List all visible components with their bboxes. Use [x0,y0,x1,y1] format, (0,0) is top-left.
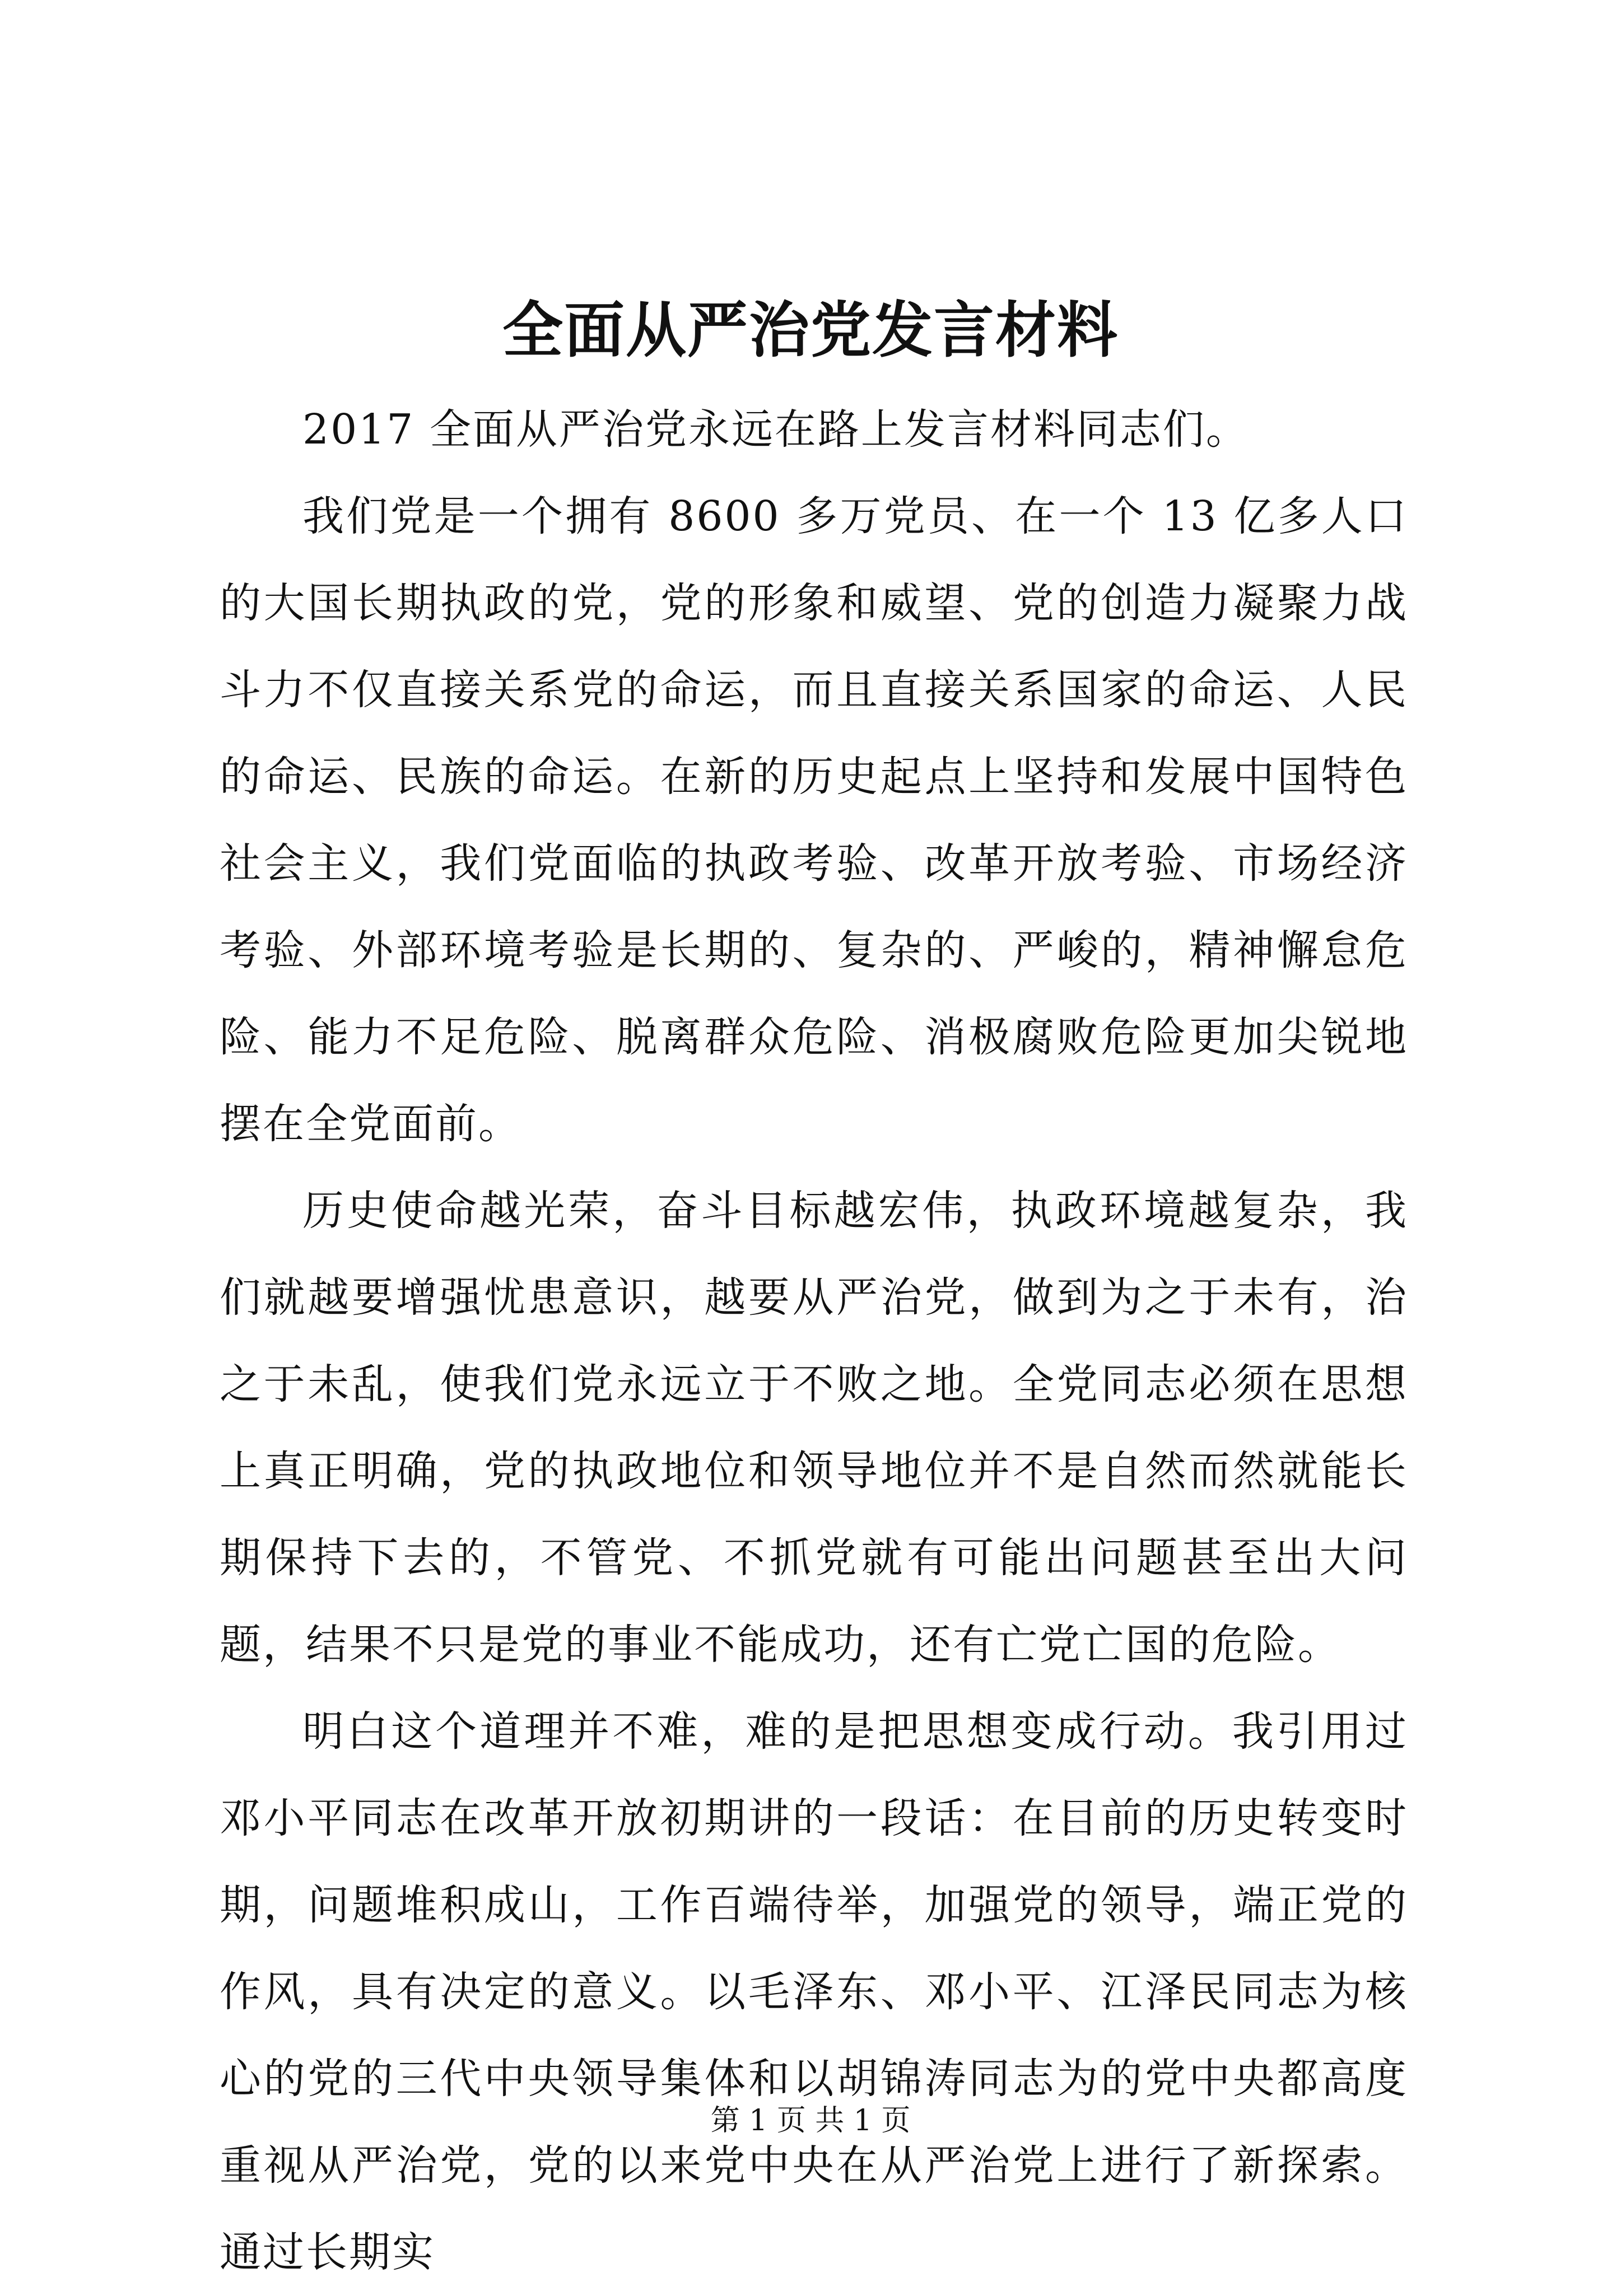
document-title: 全面从严治党发言材料 [502,295,1119,366]
paragraph-2: 我们党是一个拥有 8600 多万党员、在一个 13 亿多人口的大国长期执政的党，党的形象和威望、党的创造力凝聚力战斗力不仅直接关系党的命运，而且直接关系国家的命运、人民的命运、民族的命运。在新的历史起点上坚持和发展中国特色社会主义，我们党面临的执政考验、改革开放考验、市场经济考验、外部环境考验是长期的、复杂的、严峻的，精神懈怠危险、能力不足危险、脱离群众危险、消极腐败危险更加尖锐地摆在全党面前。 [220,492,1408,1148]
paragraph-4: 明白这个道理并不难，难的是把思想变成行动。我引用过邓小平同志在改革开放初期讲的一段话：在目前的历史转变时期，问题堆积成山，工作百端待举，加强党的领导，端正党的作风，具有决定的意义。以毛泽东、邓小平、江泽民同志为核心的党的三代中央领导集体和以胡锦涛同志为的党中央都高度重视从严治党，党的以来党中央在从严治党上进行了新探索。通过长期实 [220,1707,1408,2276]
paragraph-1: 2017 全面从严治党永远在路上发言材料同志们。 [302,405,1249,454]
paragraph-3: 历史使命越光荣，奋斗目标越宏伟，执政环境越复杂，我们就越要增强忧患意识，越要从严治党，做到为之于未有，治之于未乱，使我们党永远立于不败之地。全党同志必须在思想上真正明确，党的执政地位和领导地位并不是自然而然就能长期保持下去的，不管党、不抓党就有可能出问题甚至出大问题，结果不只是党的事业不能成功，还有亡党亡国的危险。 [220,1187,1408,1669]
page-footer [0,2101,1621,2140]
page-number: 第 1 页 共 1 页 [710,2104,911,2138]
document-body [220,386,1408,2296]
